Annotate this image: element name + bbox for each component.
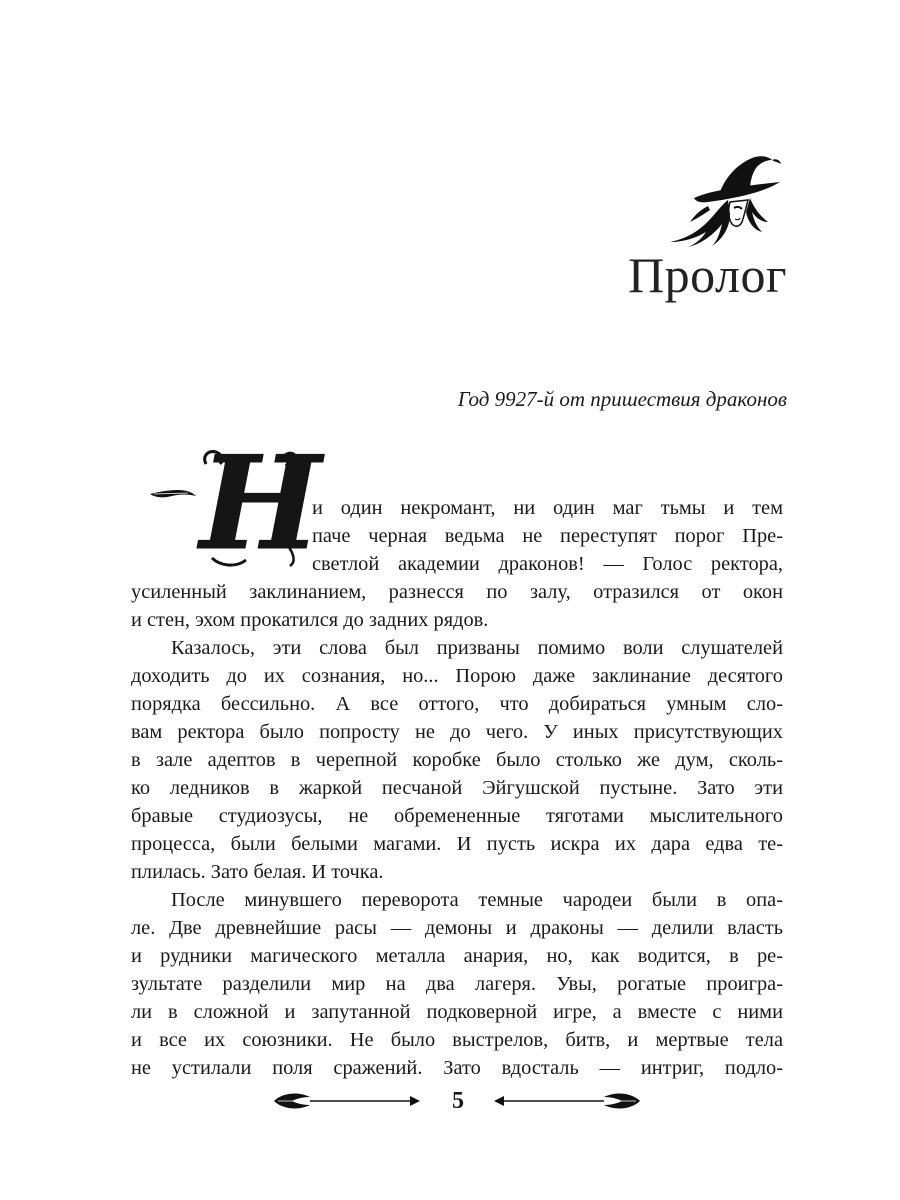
- page-number: 5: [452, 1088, 464, 1114]
- chapter-title: Пролог: [628, 247, 787, 303]
- text-line: порядка бессильно. А все оттого, что добираться умным сло-: [131, 693, 783, 715]
- chapter-epigraph: Год 9927-й от пришествия драконов: [457, 387, 787, 411]
- text-line: зультате разделили мир на два лагеря. Увы, рогатые проигра-: [131, 973, 783, 995]
- text-line: паче черная ведьма не переступят порог Пре-: [312, 525, 783, 547]
- text-line: и все их союзники. Не было выстрелов, битв, и мертвые тела: [131, 1029, 783, 1051]
- right-ornament-icon: [492, 1089, 642, 1113]
- text-line: не устилали поля сражений. Зато вдосталь — интриг, подло-: [131, 1057, 783, 1079]
- text-line: светлой академии драконов! — Голос ректора,: [312, 553, 783, 575]
- text-line: усиленный заклинанием, разнесся по залу, отразился от окон: [131, 581, 783, 603]
- page-footer: [0, 1085, 900, 1117]
- text-line: вам ректора было попросту не до чего. У иных присутствующих: [131, 721, 783, 743]
- text-line: ли в сложной и запутанной подковерной игре, а вместе с ними: [131, 1001, 783, 1023]
- text-line: плилась. Зато белая. И точка.: [131, 861, 384, 883]
- text-line: в зале адептов в черепной коробке было столько же дум, сколь-: [131, 749, 783, 771]
- left-ornament-icon: [272, 1089, 422, 1113]
- text-line: ле. Две древнейшие расы — демоны и драконы — делили власть: [131, 917, 783, 939]
- witch-icon: [668, 146, 784, 248]
- text-line: и рудники магического металла анария, но, как водится, в ре-: [131, 945, 783, 967]
- text-line: бравые студиозусы, не обремененные тяготами мыслительного: [131, 805, 783, 827]
- text-line: доходить до их сознания, но... Порою даже заклинание десятого: [131, 665, 783, 687]
- text-line: ко ледников в жаркой песчаной Эйгушской пустыне. Зато эти: [131, 777, 783, 799]
- text-line: и стен, эхом прокатился до задних рядов.: [131, 609, 489, 631]
- drop-cap: [148, 429, 321, 579]
- drop-cap-letter: Н: [200, 429, 321, 579]
- text-line: Казалось, эти слова был призваны помимо воли слушателей: [171, 637, 783, 659]
- text-line: процесса, были белыми магами. И пусть искра их дара едва те-: [131, 833, 783, 855]
- text-line: и один некромант, ни один маг тьмы и тем: [312, 497, 783, 519]
- text-line: После минувшего переворота темные чародеи были в опа-: [171, 889, 783, 911]
